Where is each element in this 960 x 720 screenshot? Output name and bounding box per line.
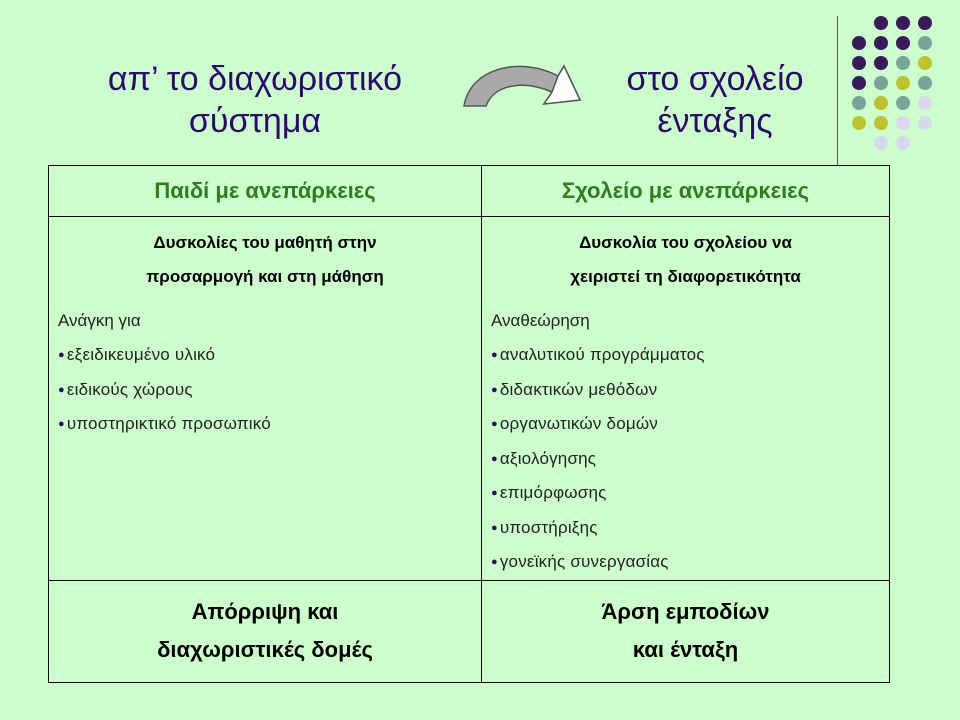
school-subheader-line2: χειριστεί τη διαφορετικότητα — [570, 267, 801, 286]
decorative-dot — [852, 76, 866, 90]
decorative-dot — [874, 16, 888, 30]
child-outcome-cell — [49, 580, 482, 682]
list-item-label: αναλυτικού προγράμματος — [499, 345, 705, 364]
school-subheader-line1: Δυσκολία του σχολείου να — [579, 233, 792, 252]
decorative-dot — [852, 116, 866, 130]
decorative-dot — [852, 36, 866, 50]
list-item-label: υποστήριξης — [499, 517, 598, 537]
divider-line — [837, 16, 838, 176]
decorative-dot — [874, 136, 888, 150]
list-item — [58, 407, 481, 442]
child-outcome-line2: διαχωριστικές δομές — [157, 637, 373, 662]
list-item-label: επιμόρφωσης — [499, 483, 607, 502]
bullet-dot-icon: ● — [491, 556, 498, 568]
decorative-dot — [896, 16, 910, 30]
decorative-dot — [896, 36, 910, 50]
decorative-dot — [918, 96, 932, 110]
decorative-dot — [896, 56, 910, 70]
title-right: στο σχολείο ένταξης — [626, 60, 804, 140]
list-item — [491, 545, 889, 580]
decorative-dot — [874, 56, 888, 70]
list-item — [58, 338, 481, 373]
decorative-dot — [918, 76, 932, 90]
school-subheader — [482, 226, 889, 294]
decorative-dot — [852, 56, 866, 70]
curved-arrow-icon — [460, 58, 582, 108]
list-item-label: διδακτικών μεθόδων — [499, 379, 658, 399]
child-subheader — [49, 226, 481, 294]
decorative-dot — [896, 76, 910, 90]
decorative-dot — [918, 16, 932, 30]
school-outcome-line1: Άρση εμποδίων — [601, 599, 770, 624]
decorative-dot — [874, 96, 888, 110]
list-item-label: εξειδικευμένο υλικό — [66, 345, 216, 364]
decorative-dot — [896, 116, 910, 130]
list-item-label: υποστηρικτικό προσωπικό — [66, 414, 271, 433]
bullet-dot-icon: ● — [58, 349, 65, 361]
decorative-dot — [874, 116, 888, 130]
list-item-label: ειδικούς χώρους — [66, 379, 193, 399]
decorative-dot — [874, 36, 888, 50]
dot-grid-decoration — [848, 12, 948, 156]
list-item-label: γονεϊκής συνεργασίας — [499, 552, 669, 571]
header-row — [49, 166, 890, 217]
child-needs-cell — [49, 217, 482, 581]
child-subheader-line1: Δυσκολίες του μαθητή στην — [153, 233, 377, 252]
child-subheader-line2: προσαρμογή και στη μάθηση — [146, 267, 384, 286]
child-intro: Ανάγκη για — [58, 311, 141, 330]
child-needs-list — [49, 338, 481, 442]
list-item-label: οργανωτικών δομών — [499, 414, 659, 433]
column-header-school: Σχολείο με ανεπάρκειες — [482, 166, 890, 217]
decorative-dot — [852, 96, 866, 110]
list-item — [58, 373, 481, 408]
decorative-dot — [918, 56, 932, 70]
bullet-dot-icon: ● — [491, 349, 498, 361]
bullet-dot-icon: ● — [58, 418, 65, 430]
bullet-dot-icon: ● — [58, 383, 65, 396]
list-item — [491, 511, 889, 546]
title-left: απ’ το διαχωριστικό σύστημα — [107, 60, 403, 140]
school-outcome-cell — [482, 580, 890, 682]
decorative-dot — [896, 96, 910, 110]
decorative-dot — [918, 36, 932, 50]
bullet-dot-icon: ● — [491, 418, 498, 430]
column-header-child: Παιδί με ανεπάρκειες — [49, 166, 482, 217]
bullet-dot-icon: ● — [491, 452, 498, 465]
decorative-dot — [918, 116, 932, 130]
list-item — [491, 476, 889, 511]
list-item — [491, 373, 889, 408]
school-intro: Αναθεώρηση — [491, 311, 590, 330]
body-row — [49, 217, 890, 581]
decorative-dot — [874, 76, 888, 90]
school-review-list — [482, 338, 889, 580]
bullet-dot-icon: ● — [491, 383, 498, 396]
list-item — [491, 442, 889, 477]
school-outcome-line2: και ένταξη — [632, 637, 739, 662]
bullet-dot-icon: ● — [491, 521, 498, 534]
footer-row — [49, 580, 890, 682]
bullet-dot-icon: ● — [491, 487, 498, 499]
decorative-dot — [896, 136, 910, 150]
comparison-table — [48, 165, 890, 683]
list-item — [491, 407, 889, 442]
list-item — [491, 338, 889, 373]
list-item-label: αξιολόγησης — [499, 448, 597, 468]
school-needs-cell — [482, 217, 890, 581]
child-outcome-line1: Απόρριψη και — [191, 599, 339, 624]
